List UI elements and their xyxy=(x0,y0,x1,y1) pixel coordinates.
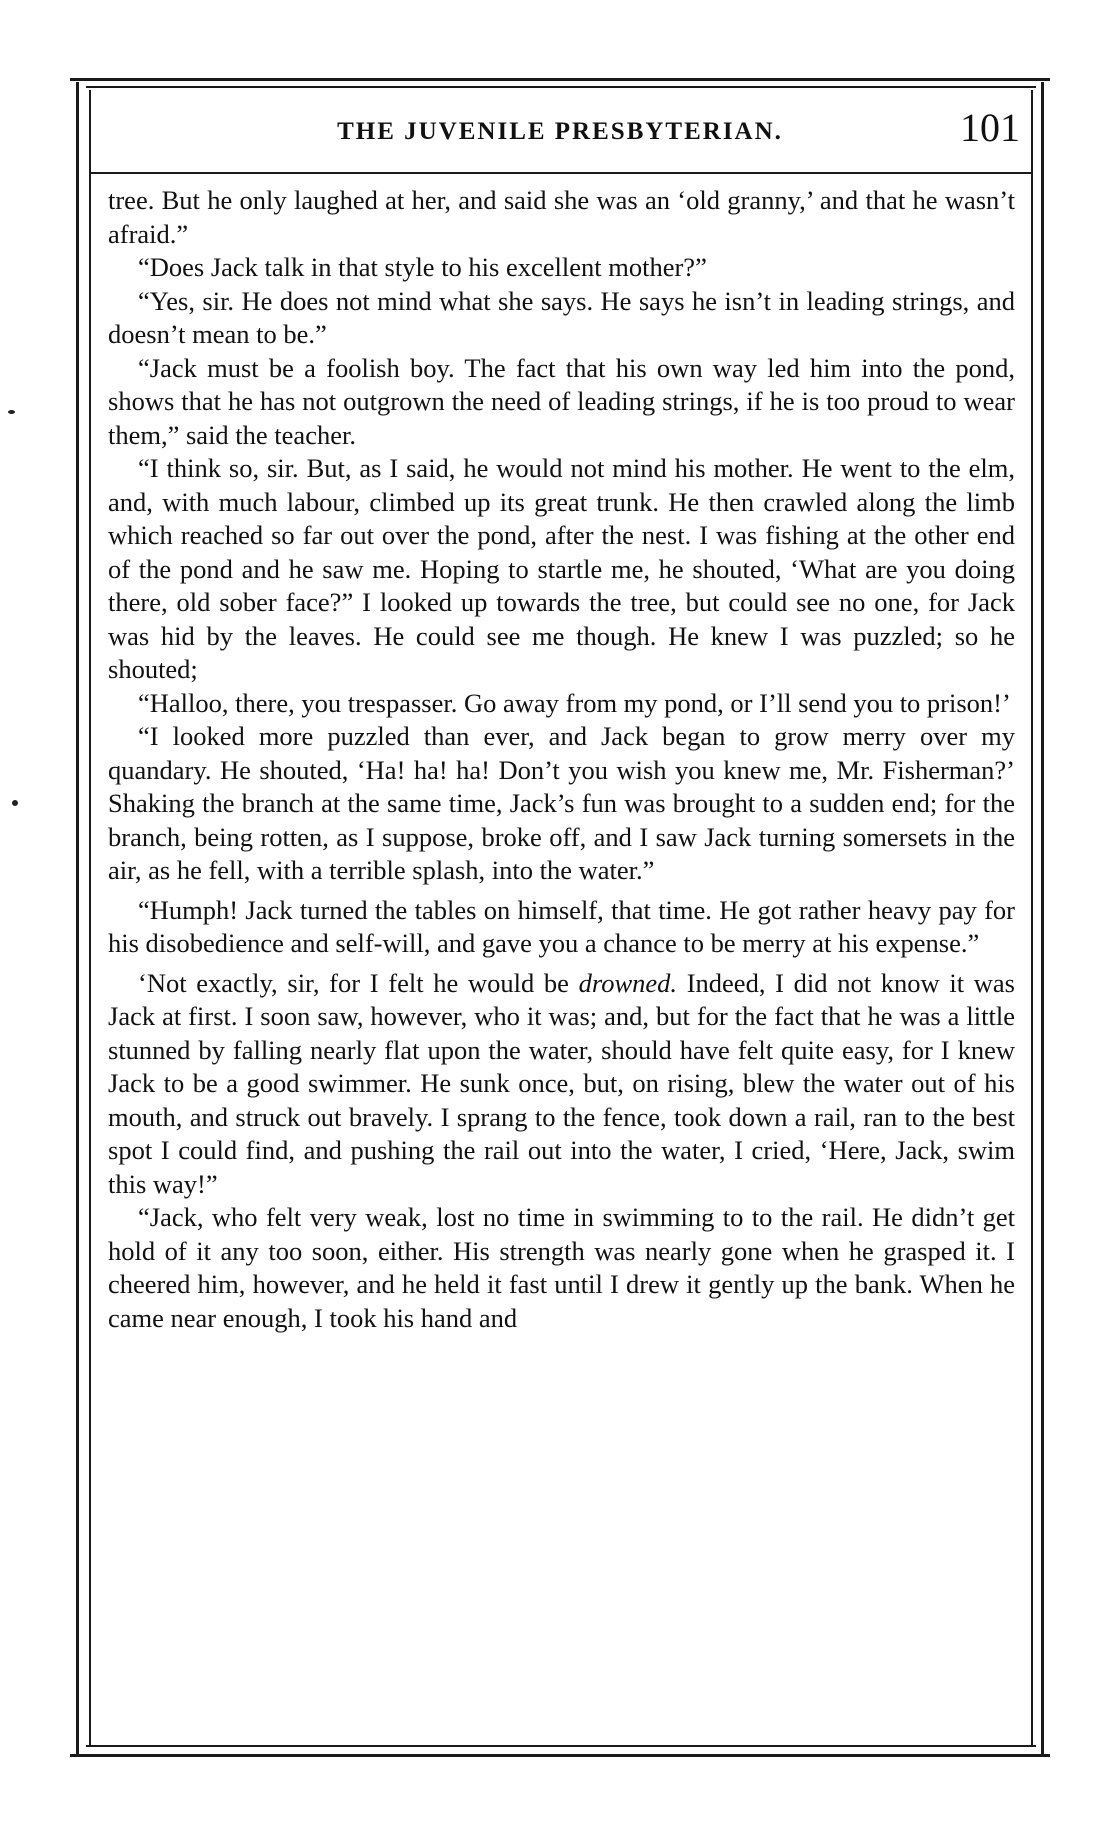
paragraph: “Humph! Jack turned the tables on himself, that time. He got rather heavy pay for his disobedience and self-will, and gave you a chance to be merry at his expense.” xyxy=(108,894,1015,958)
paragraph-text: ‘Not exactly, sir, for I felt he would be xyxy=(138,967,579,998)
paragraph: “Yes, sir. He does not mind what she says. He says he isn’t in leading strings, and doesn’t mean to be.” xyxy=(108,285,1015,349)
paragraph-text: Indeed, I did not know it was Jack at first. I soon saw, however, who it was; and, but for the fact that he was a little stunned by falling nearly flat upon the water, should have felt quite easy, for I knew Jack to be a good swimmer. He sunk once, but, on rising, blew the water out of his mouth, and struck out bravely. I sprang to the fence, took down a rail, ran to the best spot I could find, and pushing the rail out into the water, I cried, ‘Here, Jack, swim this way!” xyxy=(108,967,1015,1199)
frame-bottom-outer-rule xyxy=(70,1754,1050,1757)
running-title: THE JUVENILE PRESBYTERIAN. xyxy=(337,118,783,145)
margin-ink-mark xyxy=(12,800,18,806)
header-divider-rule xyxy=(91,172,1031,174)
paragraph: “Halloo, there, you trespasser. Go away from my pond, or I’ll send you to prison!’ xyxy=(138,687,1011,718)
body-text xyxy=(108,184,1015,1335)
paragraph: “Jack, who felt very weak, lost no time in swimming to to the rail. He didn’t get hold of it any too soon, either. His strength was nearly gone when he grasped it. I cheered him, however, and he held it fast until I drew it gently up the bank. When he came near enough, I took his hand and xyxy=(108,1202,1015,1333)
frame-bottom-inner-rule xyxy=(86,1745,1036,1747)
paragraph: tree. But he only laughed at her, and said she was an ‘old granny,’ and that he wasn’t afraid.” xyxy=(108,185,1015,249)
frame-right-outer-rule xyxy=(1041,82,1044,1754)
paragraph: “I looked more puzzled than ever, and Jack began to grow merry over my quandary. He shouted, ‘Ha! ha! ha! Don’t you wish you knew me, Mr. Fisherman?’ Shaking the branch at the same time, Jack’s fun was brought to a sudden end; for the branch, being rotten, as I suppose, broke off, and I saw Jack turning somersets in the air, as he fell, with a terrible splash, into the water.” xyxy=(108,721,1015,885)
frame-left-inner-rule xyxy=(89,90,91,1745)
italic-emphasis: drowned. xyxy=(578,967,678,998)
paragraph: “I think so, sir. But, as I said, he would not mind his mother. He went to the elm, and, with much labour, climbed up its great trunk. He then crawled along the limb which reached so far out over the pond, after the nest. I was fishing at the other end of the pond and he saw me. Hoping to startle me, he shouted, ‘What are you doing there, old sober face?” I looked up towards the tree, but could see no one, for Jack was hid by the leaves. He could see me though. He knew I was puzzled; so he shouted; xyxy=(108,453,1015,684)
frame-top-inner-rule xyxy=(86,86,1036,88)
paragraph: “Does Jack talk in that style to his excellent mother?” xyxy=(138,252,707,282)
frame-right-inner-rule xyxy=(1031,90,1033,1745)
page-number: 101 xyxy=(960,105,1020,150)
paragraph: “Jack must be a foolish boy. The fact that his own way led him into the pond, shows that he has not outgrown the need of leading strings, if he is too proud to wear them,” said the teacher. xyxy=(108,352,1015,450)
frame-top-outer-rule xyxy=(70,78,1050,81)
frame-left-outer-rule xyxy=(76,82,79,1754)
paragraph xyxy=(108,967,1015,1202)
page-header xyxy=(100,104,1020,164)
margin-ink-mark xyxy=(8,410,15,414)
